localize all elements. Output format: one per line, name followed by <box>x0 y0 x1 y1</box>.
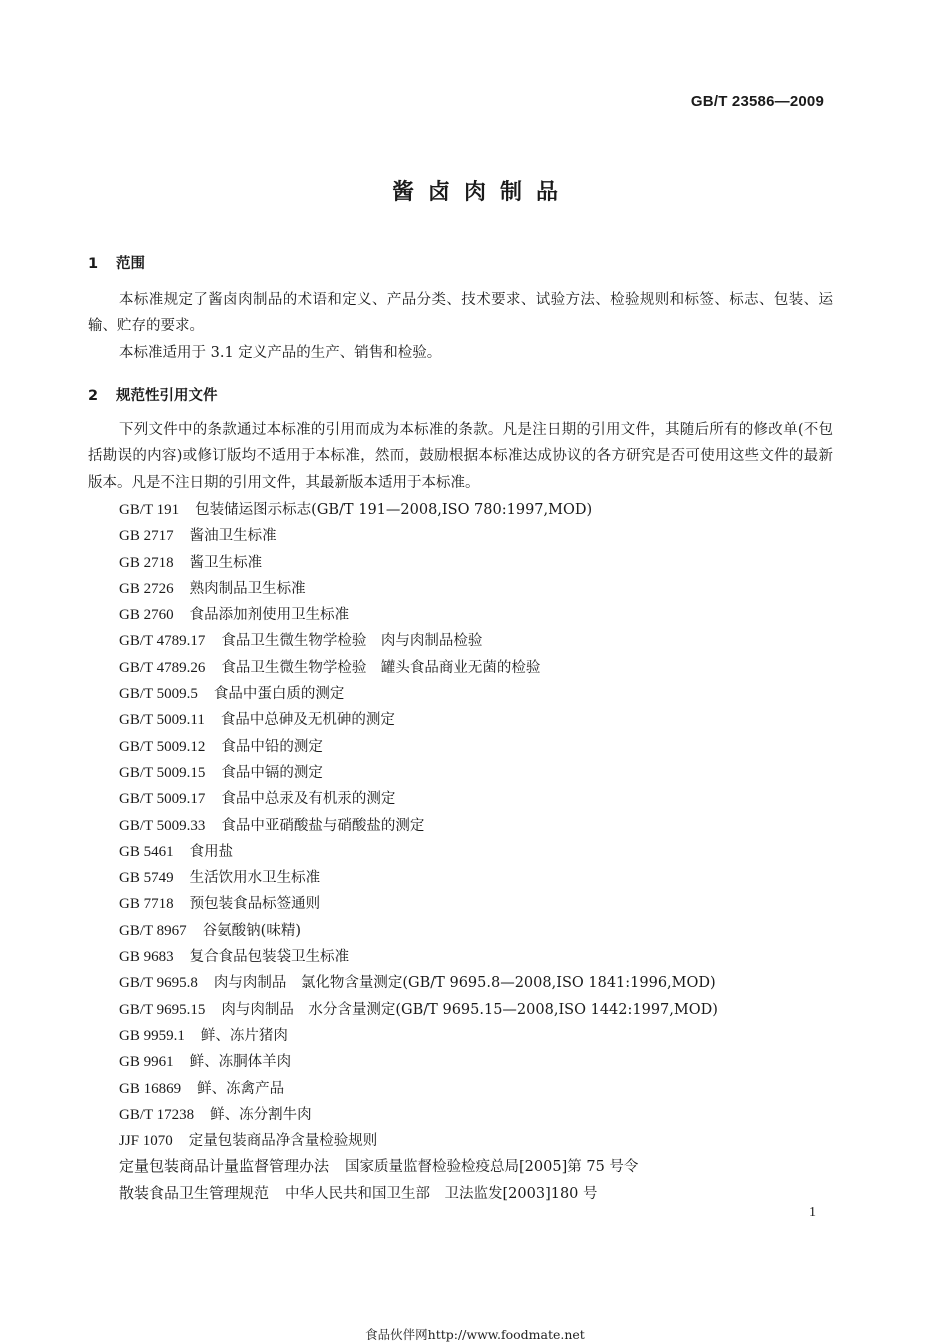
reference-title: 鲜、冻分割牛肉 <box>210 1106 312 1123</box>
reference-title: 复合食品包装袋卫生标准 <box>189 949 350 966</box>
reference-title: 鲜、冻禽产品 <box>197 1080 285 1097</box>
reference-code: GB/T 5009.12 <box>119 738 206 755</box>
reference-title: 食品中蛋白质的测定 <box>213 686 345 703</box>
reference-code: GB/T 5009.17 <box>119 791 206 808</box>
reference-list <box>119 497 718 1207</box>
reference-item <box>119 628 718 654</box>
reference-item <box>119 523 718 549</box>
section-2-heading <box>88 384 218 405</box>
reference-title: 国家质量监督检验检疫总局[2005]第 75 号令 <box>345 1159 639 1176</box>
document-title: 酱卤肉制品 <box>391 180 572 205</box>
reference-code: GB/T 5009.5 <box>119 686 198 703</box>
reference-item <box>119 550 718 576</box>
reference-code: GB 2717 <box>119 528 174 545</box>
reference-item <box>119 813 718 839</box>
reference-code: GB/T 4789.17 <box>119 633 206 650</box>
reference-code: GB/T 5009.15 <box>119 764 206 781</box>
reference-title: 预包装食品标签通则 <box>189 896 321 913</box>
reference-title: 肉与肉制品 氯化物含量测定(GB/T 9695.8—2008,ISO 1841:1996,MOD) <box>213 975 716 992</box>
reference-item <box>119 970 718 996</box>
reference-title: 酱油卫生标准 <box>189 528 277 545</box>
reference-code: GB/T 9695.8 <box>119 975 198 992</box>
reference-code: GB 5749 <box>119 870 174 887</box>
reference-code: GB 9961 <box>119 1054 174 1071</box>
reference-item <box>119 1102 718 1128</box>
section-1-paragraph-1: 本标准规定了酱卤肉制品的术语和定义、产品分类、技术要求、试验方法、检验规则和标签、标志、包装、运输、贮存的要求。 <box>88 292 833 335</box>
reference-item <box>119 839 718 865</box>
reference-title: 包装储运图示标志(GB/T 191—2008,ISO 780:1997,MOD) <box>195 502 593 518</box>
reference-item <box>119 681 718 707</box>
section-1-number: 1 <box>88 256 99 272</box>
reference-title: 肉与肉制品 水分含量测定(GB/T 9695.15—2008,ISO 1442:1997,MOD) <box>221 1001 718 1018</box>
reference-title: 食品卫生微生物学检验 罐头食品商业无菌的检验 <box>221 659 541 676</box>
reference-code: GB 2718 <box>119 554 174 571</box>
reference-title: 中华人民共和国卫生部 卫法监发[2003]180 号 <box>285 1185 598 1202</box>
reference-code: GB 2760 <box>119 607 174 624</box>
section-1-paragraph-2: 本标准适用于 3.1 定义产品的生产、销售和检验。 <box>119 345 442 361</box>
reference-item <box>119 602 718 628</box>
reference-item <box>119 576 718 602</box>
reference-title: 食用盐 <box>189 843 234 860</box>
page-number: 1 <box>809 1205 816 1220</box>
reference-title: 谷氨酸钠(味精) <box>202 922 301 939</box>
reference-item <box>119 997 718 1023</box>
reference-title: 鲜、冻胴体羊肉 <box>189 1054 292 1071</box>
reference-title: 食品中镉的测定 <box>221 764 323 781</box>
reference-item <box>119 497 718 523</box>
reference-code: GB/T 5009.11 <box>119 712 205 729</box>
reference-code: 定量包装商品计量监督管理办法 <box>119 1159 330 1176</box>
reference-code: GB/T 17238 <box>119 1106 195 1123</box>
reference-item <box>119 734 718 760</box>
reference-item <box>119 655 718 681</box>
reference-title: 食品中总汞及有机汞的测定 <box>221 791 396 808</box>
source-watermark: 食品伙伴网http://www.foodmate.net <box>365 1327 585 1342</box>
section-2-number: 2 <box>88 388 99 404</box>
reference-item <box>119 918 718 944</box>
reference-title: 食品中铅的测定 <box>221 738 323 755</box>
reference-code: JJF 1070 <box>119 1133 173 1150</box>
reference-title: 鲜、冻片猪肉 <box>200 1027 288 1044</box>
reference-item <box>119 786 718 812</box>
reference-code: GB 2726 <box>119 580 174 597</box>
reference-title: 熟肉制品卫生标准 <box>189 580 306 597</box>
reference-code: GB/T 8967 <box>119 922 187 939</box>
reference-item <box>119 707 718 733</box>
section-2-intro: 下列文件中的条款通过本标准的引用而成为本标准的条款。凡是注日期的引用文件，其随后所有的修改单(不包括勘误的内容)或修订版均不适用于本标准，然而，鼓励根据本标准达成协议的各方研究是否可使用这些文件的最新版本。凡是不注日期的引用文件，其最新版本适用于本标准。 <box>88 422 833 491</box>
reference-code: GB 5461 <box>119 843 174 860</box>
standard-number: GB/T 23586—2009 <box>690 93 824 110</box>
section-1-title: 范围 <box>116 256 145 272</box>
reference-code: GB 9683 <box>119 949 174 966</box>
reference-code: 散装食品卫生管理规范 <box>119 1185 270 1202</box>
reference-item <box>119 891 718 917</box>
reference-item <box>119 1049 718 1075</box>
reference-item <box>119 760 718 786</box>
reference-item <box>119 865 718 891</box>
reference-code: GB/T 4789.26 <box>119 659 206 676</box>
reference-item <box>119 1154 718 1180</box>
reference-item <box>119 1128 718 1154</box>
reference-title: 定量包装商品净含量检验规则 <box>188 1133 378 1150</box>
reference-title: 食品添加剂使用卫生标准 <box>189 607 350 624</box>
section-2-title: 规范性引用文件 <box>116 388 218 404</box>
section-1-heading <box>88 252 145 273</box>
reference-code: GB 9959.1 <box>119 1027 185 1044</box>
reference-item <box>119 1076 718 1102</box>
reference-title: 生活饮用水卫生标准 <box>189 870 321 887</box>
reference-code: GB/T 5009.33 <box>119 817 206 834</box>
reference-title: 食品卫生微生物学检验 肉与肉制品检验 <box>221 633 483 650</box>
reference-code: GB/T 191 <box>119 502 180 518</box>
reference-code: GB/T 9695.15 <box>119 1001 206 1018</box>
reference-item <box>119 1181 718 1207</box>
reference-item <box>119 944 718 970</box>
reference-code: GB 7718 <box>119 896 174 913</box>
reference-code: GB 16869 <box>119 1080 182 1097</box>
reference-title: 酱卫生标准 <box>189 554 263 571</box>
reference-title: 食品中总砷及无机砷的测定 <box>220 712 395 729</box>
reference-title: 食品中亚硝酸盐与硝酸盐的测定 <box>221 817 425 834</box>
reference-item <box>119 1023 718 1049</box>
